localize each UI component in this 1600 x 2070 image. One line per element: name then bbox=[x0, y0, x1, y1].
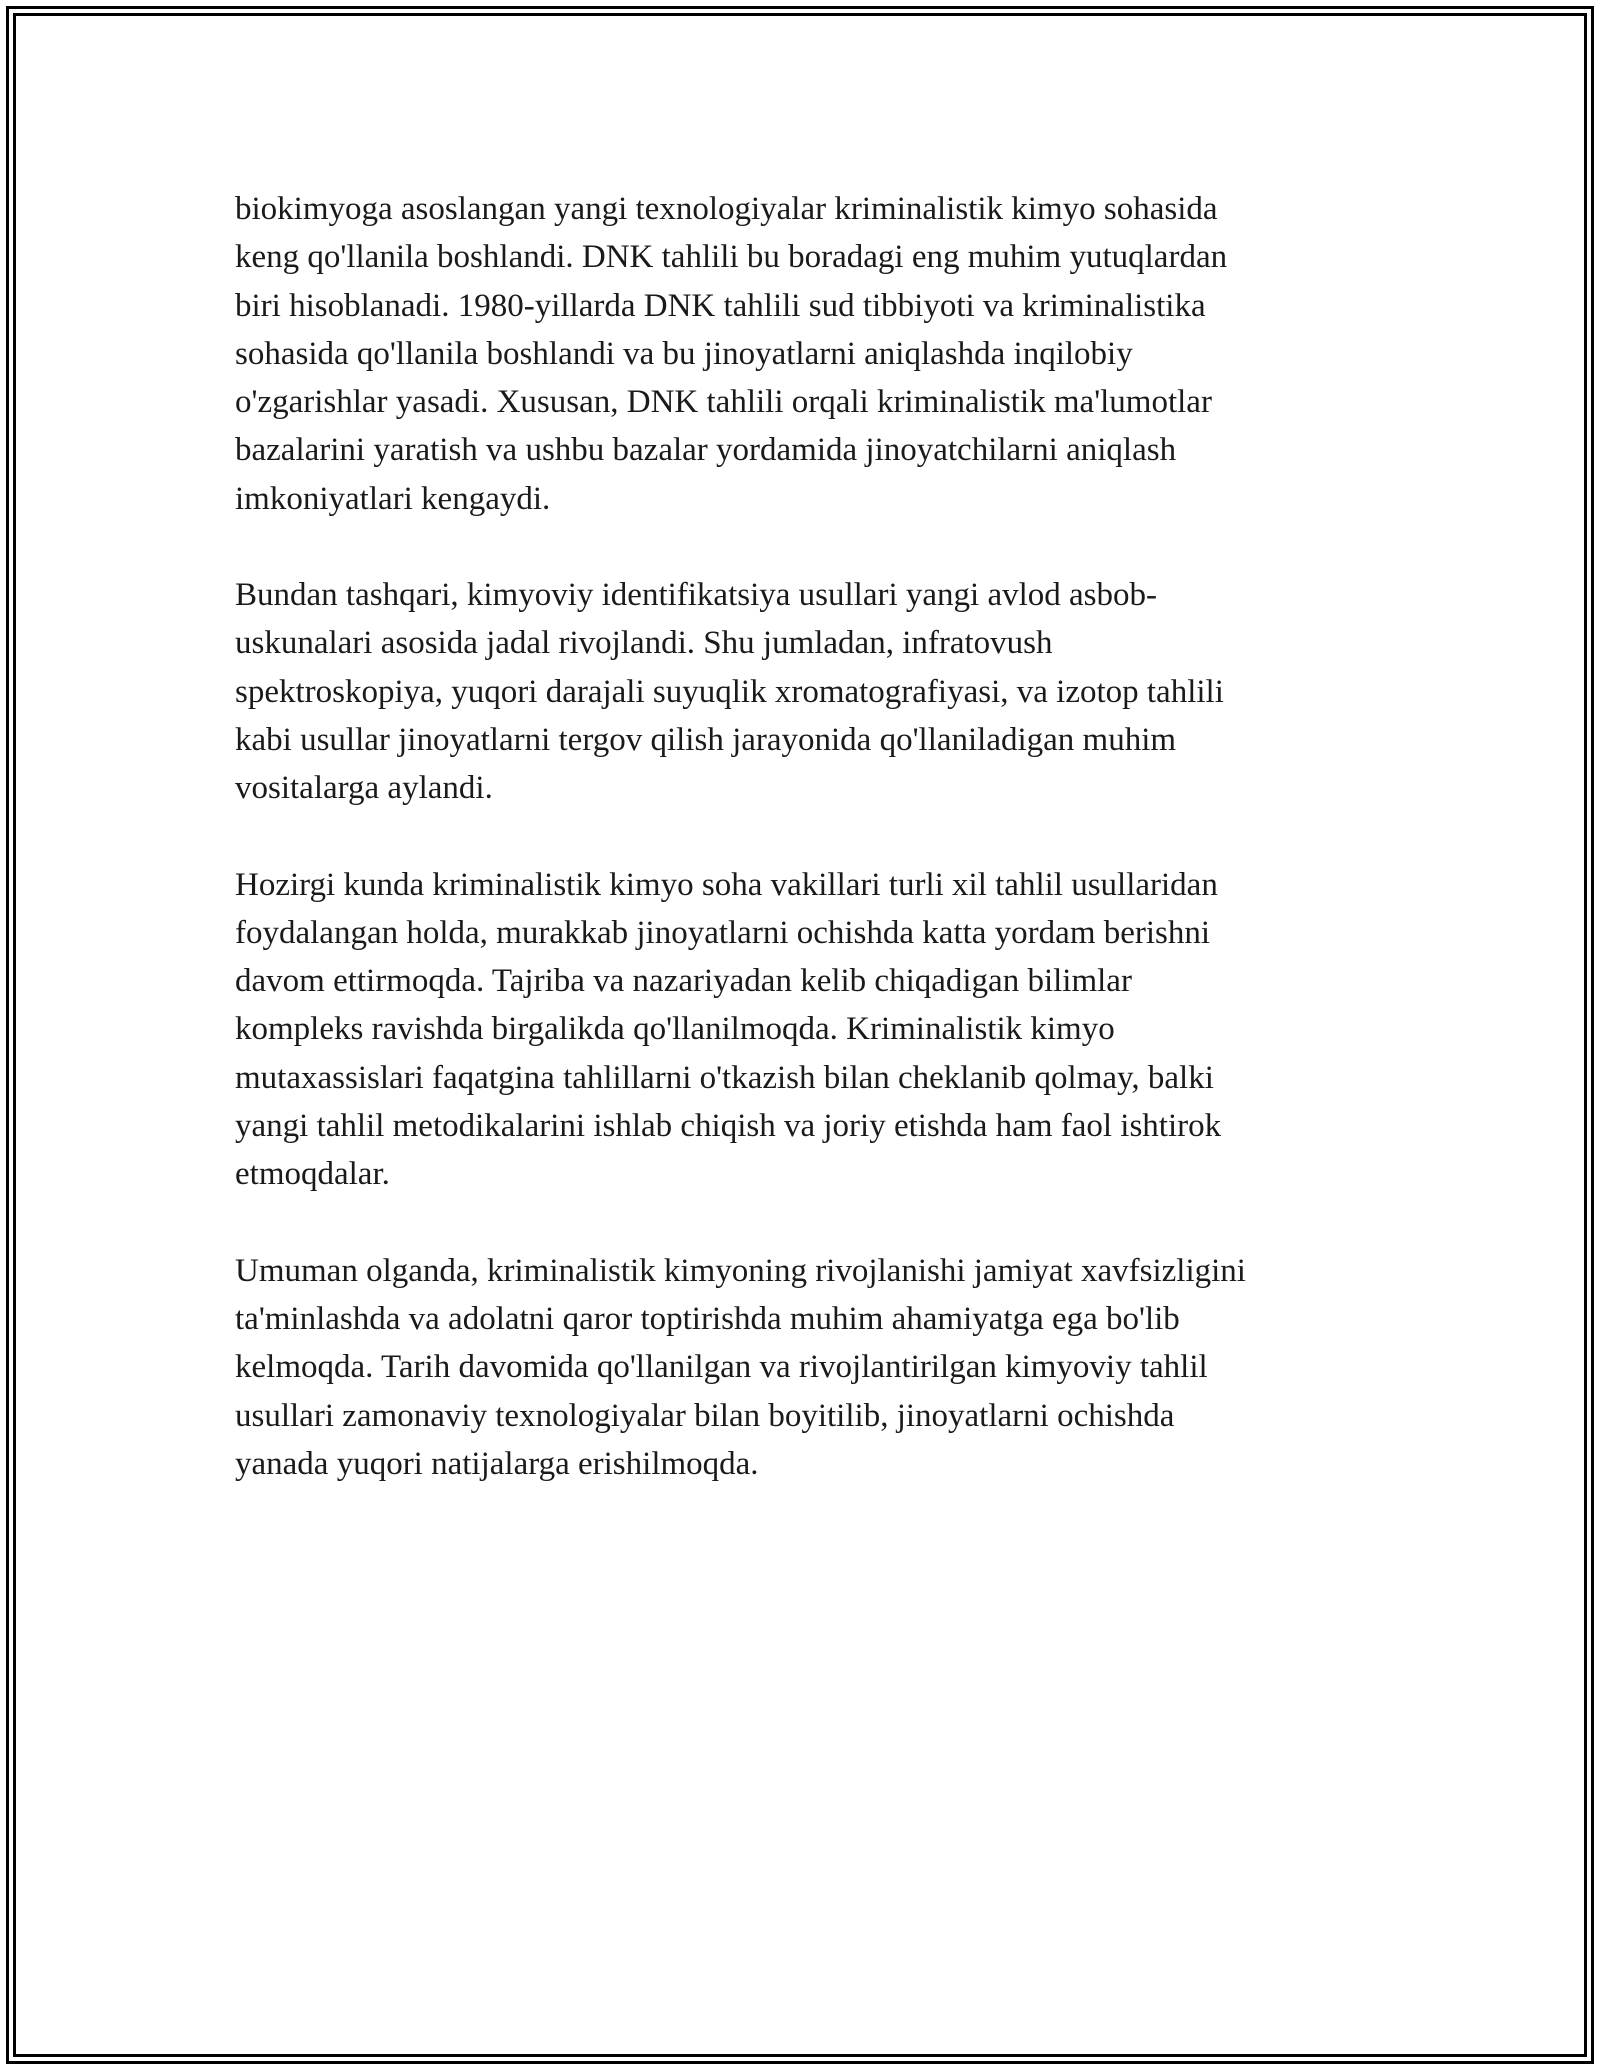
text-line: kelmoqda. Tarih davomida qo'llanilgan va rivojlantirilgan kimyoviy tahlil bbox=[235, 1349, 1208, 1386]
text-line: Umuman olganda, kriminalistik kimyoning rivojlanishi jamiyat xavfsizligini bbox=[235, 1252, 1246, 1289]
text-line: imkoniyatlari kengaydi. bbox=[235, 480, 551, 517]
text-line: spektroskopiya, yuqori darajali suyuqlik xromatografiyasi, va izotop tahlili bbox=[235, 673, 1224, 710]
paragraph-conclusion bbox=[235, 1247, 1365, 1488]
text-line: o'zgarishlar yasadi. Xususan, DNK tahlili orqali kriminalistik ma'lumotlar bbox=[235, 384, 1212, 421]
text-line: sohasida qo'llanila boshlandi va bu jinoyatlarni aniqlashda inqilobiy bbox=[235, 335, 1133, 372]
text-line: biokimyoga asoslangan yangi texnologiyalar kriminalistik kimyo sohasida bbox=[235, 191, 1218, 227]
text-line: kompleks ravishda birgalikda qo'llanilmoqda. Kriminalistik kimyo bbox=[235, 1011, 1115, 1048]
text-line: mutaxassislari faqatgina tahlillarni o'tkazish bilan cheklanib qolmay, balki bbox=[235, 1059, 1214, 1096]
paragraph-current-practice bbox=[235, 861, 1365, 1199]
document-body bbox=[235, 185, 1365, 1536]
paragraph-identification-methods bbox=[235, 571, 1365, 812]
text-line: vositalarga aylandi. bbox=[235, 770, 493, 807]
text-line: kabi usullar jinoyatlarni tergov qilish jarayonida qo'llaniladigan muhim bbox=[235, 721, 1177, 758]
text-line: yangi tahlil metodikalarini ishlab chiqish va joriy etishda ham faol ishtirok bbox=[235, 1108, 1222, 1145]
text-line: bazalarini yaratish va ushbu bazalar yordamida jinoyatchilarni aniqlash bbox=[235, 432, 1177, 469]
text-line: Hozirgi kunda kriminalistik kimyo soha vakillari turli xil tahlil usullaridan bbox=[235, 866, 1218, 903]
text-line: davom ettirmoqda. Tajriba va nazariyadan kelib chiqadigan bilimlar bbox=[235, 963, 1132, 1000]
text-line: foydalangan holda, murakkab jinoyatlarni ochishda katta yordam berishni bbox=[235, 914, 1211, 951]
paragraph-dna-analysis bbox=[235, 185, 1365, 523]
text-line: etmoqdalar. bbox=[235, 1156, 390, 1193]
text-line: ta'minlashda va adolatni qaror toptirishda muhim ahamiyatga ega bo'lib bbox=[235, 1300, 1180, 1337]
text-line: usullari zamonaviy texnologiyalar bilan boyitilib, jinoyatlarni ochishda bbox=[235, 1397, 1175, 1434]
text-line: keng qo'llanila boshlandi. DNK tahlili bu boradagi eng muhim yutuqlardan bbox=[235, 239, 1228, 276]
text-line: Bundan tashqari, kimyoviy identifikatsiya usullari yangi avlod asbob- bbox=[235, 577, 1158, 614]
text-line: biri hisoblanadi. 1980-yillarda DNK tahlili sud tibbiyoti va kriminalistika bbox=[235, 287, 1206, 324]
text-line: yanada yuqori natijalarga erishilmoqda. bbox=[235, 1445, 759, 1482]
text-line: uskunalari asosida jadal rivojlandi. Shu jumladan, infratovush bbox=[235, 625, 1053, 662]
